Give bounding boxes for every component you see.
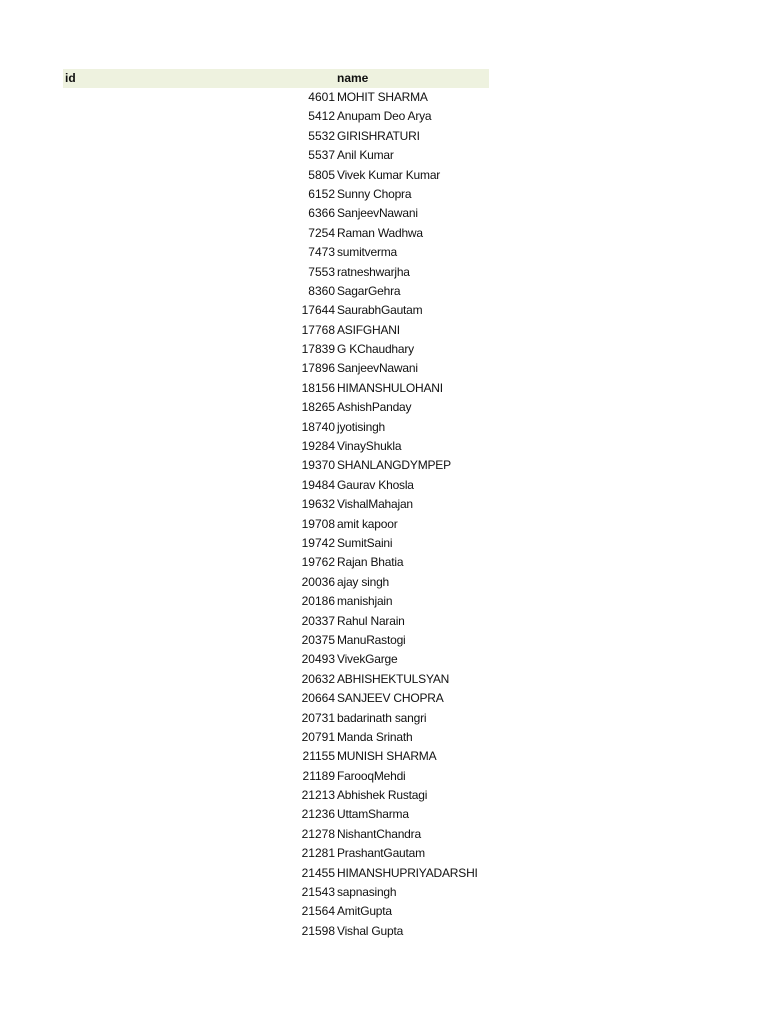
table-row <box>63 127 489 146</box>
name-cell: sumitverma <box>337 245 398 260</box>
table-row <box>63 282 489 301</box>
table-row <box>63 534 489 553</box>
table-header-row <box>63 69 489 88</box>
name-cell: jyotisingh <box>337 419 386 434</box>
id-cell: 19742 <box>301 535 335 550</box>
name-cell: Manda Srinath <box>337 729 413 744</box>
name-cell: SanjeevNawani <box>337 206 418 221</box>
id-cell: 19762 <box>301 555 335 570</box>
name-cell: Rajan Bhatia <box>337 555 404 570</box>
name-cell: Sunny Chopra <box>337 186 412 201</box>
id-cell: 20664 <box>301 691 335 706</box>
table-row <box>63 437 489 456</box>
table-row <box>63 166 489 185</box>
table-row <box>63 631 489 650</box>
table-row <box>63 321 489 340</box>
name-cell: PrashantGautam <box>337 846 425 861</box>
id-cell: 20375 <box>301 632 335 647</box>
name-cell: ASIFGHANI <box>337 322 400 337</box>
id-cell: 18265 <box>301 400 335 415</box>
id-cell: 4601 <box>308 90 335 104</box>
id-cell: 19708 <box>301 516 335 531</box>
table-row <box>63 883 489 902</box>
id-cell: 19284 <box>301 439 335 454</box>
id-cell: 17839 <box>301 342 335 357</box>
table-row <box>63 359 489 378</box>
id-cell: 17896 <box>301 361 335 376</box>
name-cell: GIRISHRATURI <box>337 128 420 143</box>
name-cell: badarinath sangri <box>337 710 427 725</box>
id-cell: 8360 <box>308 283 335 298</box>
id-cell: 18740 <box>301 419 335 434</box>
name-cell: manishjain <box>337 594 393 609</box>
id-cell: 21278 <box>301 826 335 841</box>
table-row <box>63 767 489 786</box>
name-cell: VishalMahajan <box>337 497 413 512</box>
name-cell: Anupam Deo Arya <box>337 109 432 124</box>
table-row <box>63 922 489 941</box>
table-row <box>63 456 489 475</box>
name-cell: SagarGehra <box>337 283 401 298</box>
id-column-header: id <box>65 71 76 85</box>
id-cell: 5532 <box>308 128 335 143</box>
name-cell: ManuRastogi <box>337 632 406 647</box>
name-cell: UttamSharma <box>337 807 409 822</box>
name-cell: NishantChandra <box>337 826 421 841</box>
id-cell: 5805 <box>308 167 335 182</box>
id-cell: 20186 <box>301 594 335 609</box>
id-cell: 5537 <box>308 148 335 163</box>
table-row <box>63 553 489 572</box>
name-cell: AmitGupta <box>337 904 392 919</box>
name-cell: Vivek Kumar Kumar <box>337 167 441 182</box>
table-row <box>63 263 489 282</box>
table-body <box>63 88 489 941</box>
table-row <box>63 670 489 689</box>
id-cell: 21564 <box>301 904 335 919</box>
name-cell: AshishPanday <box>337 400 412 415</box>
id-cell: 19484 <box>301 477 335 492</box>
table-row <box>63 844 489 863</box>
table-row <box>63 864 489 883</box>
id-cell: 21213 <box>301 788 335 803</box>
id-cell: 19370 <box>301 458 335 473</box>
id-cell: 21155 <box>302 749 335 764</box>
id-cell: 7254 <box>308 225 335 240</box>
table-row <box>63 495 489 514</box>
name-cell: Abhishek Rustagi <box>337 788 428 803</box>
id-cell: 7553 <box>308 264 335 279</box>
table-row <box>63 204 489 223</box>
table-row <box>63 418 489 437</box>
id-cell: 17644 <box>301 303 335 318</box>
id-cell: 5412 <box>308 109 335 124</box>
name-cell: SanjeevNawani <box>337 361 418 376</box>
table-row <box>63 650 489 669</box>
table-row <box>63 689 489 708</box>
id-cell: 21455 <box>301 865 335 880</box>
table-row <box>63 592 489 611</box>
name-column-header: name <box>337 71 369 85</box>
name-cell: Rahul Narain <box>337 613 405 628</box>
table-row <box>63 476 489 495</box>
table-row <box>63 185 489 204</box>
name-cell: amit kapoor <box>337 516 398 531</box>
id-cell: 20493 <box>301 652 335 667</box>
table-row <box>63 728 489 747</box>
id-cell: 21236 <box>301 807 335 822</box>
spreadsheet-table <box>63 69 489 941</box>
name-cell: HIMANSHUPRIYADARSHI <box>337 865 478 880</box>
name-cell: FarooqMehdi <box>337 768 406 783</box>
table-row <box>63 301 489 320</box>
name-cell: Gaurav Khosla <box>337 477 414 492</box>
name-cell: HIMANSHULOHANI <box>337 380 443 395</box>
name-cell: sapnasingh <box>337 885 397 900</box>
name-cell: Anil Kumar <box>337 148 394 163</box>
id-cell: 20731 <box>301 710 335 725</box>
table-row <box>63 805 489 824</box>
name-cell: VivekGarge <box>337 652 398 667</box>
table-row <box>63 709 489 728</box>
name-cell: MOHIT SHARMA <box>337 90 428 104</box>
table-row <box>63 398 489 417</box>
id-cell: 20632 <box>301 671 335 686</box>
table-row <box>63 902 489 921</box>
table-row <box>63 747 489 766</box>
name-cell: SANJEEV CHOPRA <box>337 691 444 706</box>
name-cell: VinayShukla <box>337 439 402 454</box>
table-row <box>63 146 489 165</box>
id-cell: 20036 <box>301 574 335 589</box>
id-cell: 6366 <box>308 206 335 221</box>
name-cell: Raman Wadhwa <box>337 225 423 240</box>
name-cell: ratneshwarjha <box>337 264 410 279</box>
table-row <box>63 612 489 631</box>
id-cell: 20791 <box>301 729 335 744</box>
name-cell: ABHISHEKTULSYAN <box>337 671 450 686</box>
name-cell: SaurabhGautam <box>337 303 423 318</box>
table-row <box>63 573 489 592</box>
table-row <box>63 107 489 126</box>
table-row <box>63 224 489 243</box>
id-cell: 18156 <box>301 380 335 395</box>
id-cell: 21189 <box>302 768 335 783</box>
table-row <box>63 243 489 262</box>
table-row <box>63 825 489 844</box>
name-cell: Vishal Gupta <box>337 923 404 938</box>
name-cell: SHANLANGDYMPEP <box>337 458 451 473</box>
id-cell: 20337 <box>301 613 335 628</box>
id-cell: 21598 <box>301 923 335 938</box>
table-row <box>63 379 489 398</box>
name-cell: MUNISH SHARMA <box>337 749 437 764</box>
table-row <box>63 340 489 359</box>
id-cell: 21281 <box>301 846 335 861</box>
table-row <box>63 786 489 805</box>
id-cell: 7473 <box>308 245 335 260</box>
id-cell: 19632 <box>301 497 335 512</box>
name-cell: SumitSaini <box>337 535 393 550</box>
id-cell: 17768 <box>301 322 335 337</box>
table-row <box>63 88 489 107</box>
name-cell: ajay singh <box>337 574 390 589</box>
name-cell: G KChaudhary <box>337 342 414 357</box>
id-cell: 6152 <box>308 186 335 201</box>
table-row <box>63 515 489 534</box>
id-cell: 21543 <box>301 885 335 900</box>
